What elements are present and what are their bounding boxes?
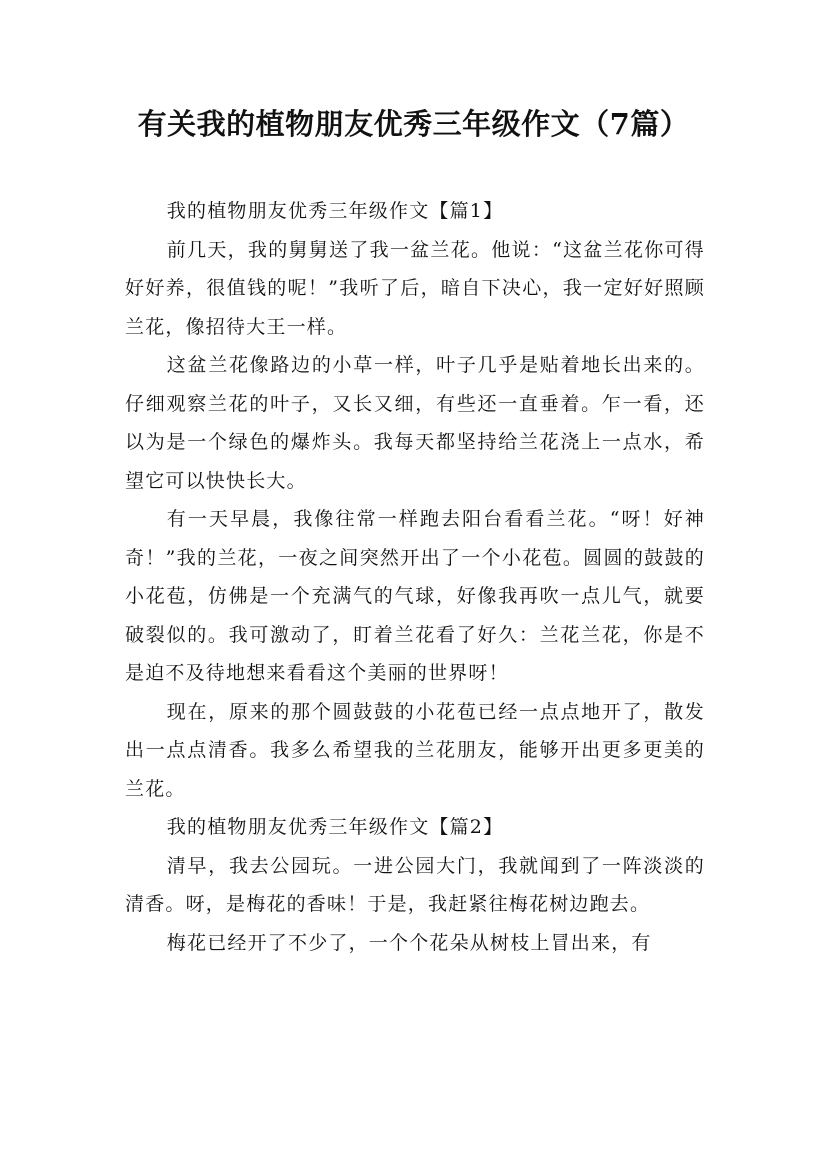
paragraph: 这盆兰花像路边的小草一样，叶子几乎是贴着地长出来的。仔细观察兰花的叶子，又长又细，有些还一直垂着。乍一看，还以为是一个绿色的爆炸头。我每天都坚持给兰花浇上一点水，希望它可以快快长大。 <box>125 354 705 492</box>
section-heading-2: 我的植物朋友优秀三年级作文【篇2】 <box>166 816 504 838</box>
section-heading-1: 我的植物朋友优秀三年级作文【篇1】 <box>166 200 504 222</box>
document-title: 有关我的植物朋友优秀三年级作文（7篇） <box>137 107 690 141</box>
paragraph: 清早，我去公园玩。一进公园大门，我就闻到了一阵淡淡的清香。呀，是梅花的香味！于是，我赶紧往梅花树边跑去。 <box>125 854 705 915</box>
paragraph: 有一天早晨，我像往常一样跑去阳台看看兰花。“呀！好神奇！”我的兰花，一夜之间突然开出了一个小花苞。圆圆的鼓鼓的小花苞，仿佛是一个充满气的气球，好像我再吹一点儿气，就要破裂似的。我可激动了，盯着兰花看了好久：兰花兰花，你是不是迫不及待地想来看看这个美丽的世界呀！ <box>125 508 705 684</box>
paragraph: 前几天，我的舅舅送了我一盆兰花。他说：“这盆兰花你可得好好养，很值钱的呢！”我听了后，暗自下决心，我一定好好照顾兰花，像招待大王一样。 <box>125 238 705 338</box>
document-body <box>125 192 705 962</box>
paragraph: 梅花已经开了不少了，一个个花朵从树枝上冒出来，有 <box>166 931 652 954</box>
paragraph: 现在，原来的那个圆鼓鼓的小花苞已经一点点地开了，散发出一点点清香。我多么希望我的兰花朋友，能够开出更多更美的兰花。 <box>125 700 705 800</box>
